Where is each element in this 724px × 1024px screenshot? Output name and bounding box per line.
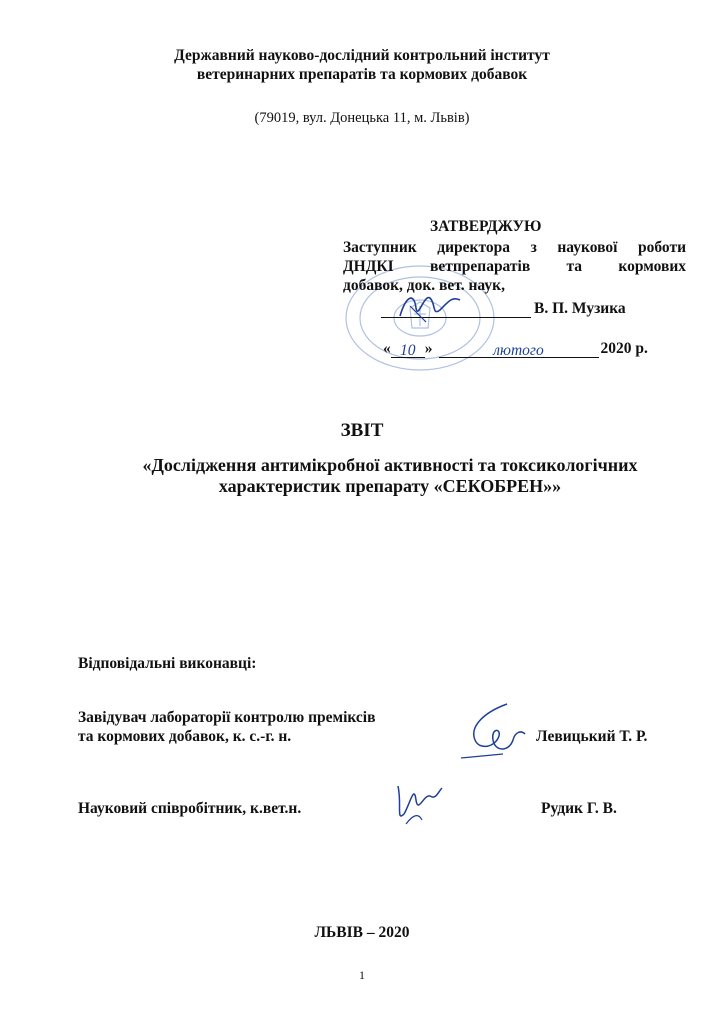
executor-1-signature xyxy=(455,700,530,762)
date-close-quote: » xyxy=(424,340,433,357)
executor-2-name: Рудик Г. В. xyxy=(541,800,617,817)
executor-1-name: Левицький Т. Р. xyxy=(536,728,648,745)
date-year: 2020 р. xyxy=(600,340,648,357)
executor-1-position-line-2: та кормових добавок, к. с.-г. н. xyxy=(78,728,292,745)
institution-line-1: Державний науково-дослідний контрольний інститут xyxy=(174,47,550,64)
approval-signatory: В. П. Музика xyxy=(534,300,626,317)
approval-line-2: ДНДКІ ветпрепаратів та кормових xyxy=(343,258,686,275)
date-month: лютого xyxy=(439,342,599,358)
institution-address: (79019, вул. Донецька 11, м. Львів) xyxy=(254,110,470,126)
report-title: ЗВІТ xyxy=(340,420,384,441)
city-year: ЛЬВІВ – 2020 xyxy=(314,924,410,941)
executors-heading: Відповідальні виконавці: xyxy=(78,655,257,672)
page-number: 1 xyxy=(359,968,365,982)
executor-1-position-line-1: Завідувач лабораторії контролю преміксів xyxy=(78,709,376,726)
report-topic-line-1: «Дослідження антимікробної активності та токсикологічних xyxy=(142,455,638,475)
approval-line-1: Заступник директора з наукової роботи xyxy=(343,239,686,256)
approval-date xyxy=(383,340,648,358)
executor-2-signature xyxy=(388,774,448,830)
institution-line-2: ветеринарних препаратів та кормових добавок xyxy=(196,66,528,83)
director-signature xyxy=(396,286,466,326)
executor-1-position xyxy=(78,708,375,746)
approval-line-3: добавок, док. вет. наук, xyxy=(343,277,505,294)
report-topic xyxy=(110,455,670,497)
institution-name xyxy=(0,46,724,84)
approval-title: ЗАТВЕРДЖУЮ xyxy=(430,218,542,235)
date-open-quote: « xyxy=(383,340,391,357)
report-topic-line-2: характеристик препарату «СЕКОБРЕН»» xyxy=(218,476,562,496)
executor-2-position: Науковий співробітник, к.вет.н. xyxy=(78,800,302,817)
date-day: 10 xyxy=(391,342,425,358)
approval-position xyxy=(343,238,686,295)
